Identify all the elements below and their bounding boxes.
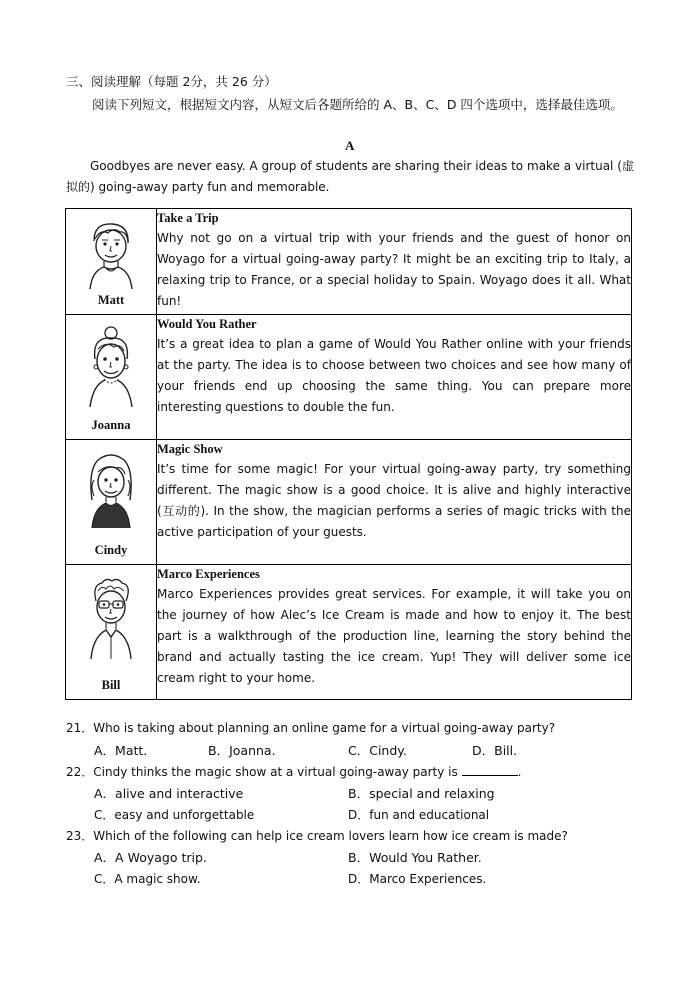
idea-title: Would You Rather xyxy=(157,317,257,331)
ideas-table xyxy=(65,208,632,700)
option-d[interactable]: D．Bill. xyxy=(472,743,518,758)
option-a[interactable]: A．alive and interactive xyxy=(94,786,244,801)
option-b[interactable]: B．Would You Rather. xyxy=(348,850,482,865)
avatar-cell xyxy=(66,315,157,440)
question-item xyxy=(66,762,521,783)
man-portrait-icon xyxy=(86,219,136,291)
avatar-cell xyxy=(66,440,157,565)
option-c[interactable]: C．Cindy. xyxy=(348,743,407,758)
avatar-cell xyxy=(66,565,157,700)
idea-text-cell xyxy=(157,440,632,565)
section-instructions: 阅读下列短文，根据短文内容，从短文后各题所给的 A、B、C、D 四个选项中，选择最佳选项。 xyxy=(92,97,623,112)
option-d[interactable]: D．Marco Experiences. xyxy=(348,872,487,886)
answer-blank xyxy=(462,763,518,776)
option-a[interactable]: A．Matt. xyxy=(94,743,148,758)
section-title: 三、阅读理解（每题 2分，共 26 分） xyxy=(66,74,277,89)
boy-with-glasses-portrait-icon xyxy=(86,575,136,661)
idea-title: Magic Show xyxy=(157,442,223,456)
option-a[interactable]: A．A Woyago trip. xyxy=(94,850,207,865)
avatar-cell xyxy=(66,209,157,315)
idea-text-cell xyxy=(157,315,632,440)
passage-intro: Goodbyes are never easy. A group of students are sharing their ideas to make a virtual (虚拟的) going-away party fun and memorable. xyxy=(66,159,634,194)
girl-portrait-icon xyxy=(86,450,136,530)
idea-row xyxy=(66,440,632,565)
idea-row xyxy=(66,209,632,315)
idea-body: It’s time for some magic! For your virtual going-away party, try something different. The magic show is a good choice. It is alive and highly interactive (互动的). In the show, the magician performs a series of magic tricks with the active participation of your guests. xyxy=(157,462,631,539)
idea-text-cell xyxy=(157,209,632,315)
idea-row xyxy=(66,565,632,700)
idea-title: Take a Trip xyxy=(157,211,219,225)
option-c[interactable]: C．A magic show. xyxy=(94,872,201,886)
idea-body: Marco Experiences provides great services. For example, it will take you on the journey of how Alec’s Ice Cream is made and how to enjoy it. The best part is a walkthrough of the production line, learning the story behind the brand and actually tasting the ice cream. Yup! They will deliver some ice cream right to your home. xyxy=(157,587,631,685)
option-b[interactable]: B．Joanna. xyxy=(208,743,276,758)
idea-text-cell xyxy=(157,565,632,700)
idea-body: It’s a great idea to plan a game of Would You Rather online with your friends at the party. The idea is to choose between two choices and see how many of your friends end up choosing the same thing. You can prepare more interesting questions to double the fun. xyxy=(157,337,631,414)
question-stem-end: . xyxy=(517,765,522,779)
woman-portrait-icon xyxy=(86,325,136,409)
passage-label: A xyxy=(345,138,355,153)
question-stem: 22．Cindy thinks the magic show at a virtual going-away party is xyxy=(66,765,458,779)
idea-body: Why not go on a virtual trip with your friends and the guest of honor on Woyago for a virtual going-away party? It might be an exciting trip to Italy, a relaxing trip to France, or a special holiday to Spain. Woyago does it all. What fun! xyxy=(157,231,631,308)
person-name: Bill xyxy=(101,678,121,692)
option-b[interactable]: B．special and relaxing xyxy=(348,786,495,801)
person-name: Matt xyxy=(97,293,125,307)
option-c[interactable]: C．easy and unforgettable xyxy=(94,808,255,822)
person-name: Joanna xyxy=(91,418,131,432)
question-stem: 21．Who is taking about planning an online game for a virtual going-away party? xyxy=(66,721,556,735)
idea-title: Marco Experiences xyxy=(157,567,260,581)
person-name: Cindy xyxy=(94,543,128,557)
option-d[interactable]: D．fun and educational xyxy=(348,808,490,822)
question-stem: 23．Which of the following can help ice cream lovers learn how ice cream is made? xyxy=(66,829,568,843)
idea-row xyxy=(66,315,632,440)
